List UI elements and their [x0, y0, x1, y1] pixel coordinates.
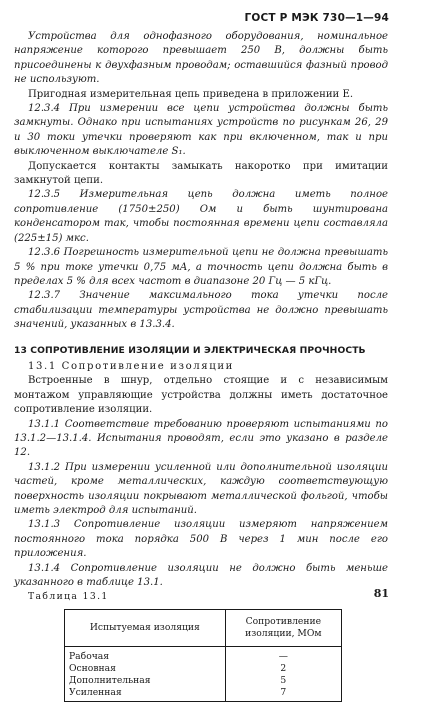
paragraph: Допускается контакты замыкать накоротко при имитации замкнутой цепи. [14, 160, 388, 187]
table-cell: — [225, 646, 341, 663]
table-row [65, 646, 342, 663]
paragraph: 12.3.6 Погрешность измерительной цепи не должна превышать 5 % при токе утечки 0,75 мА, а точность цепи должна быть в пределах 5 % для всех частот в диапазоне 20 Гц — 5 кГц. [14, 247, 388, 287]
table-row [65, 687, 342, 702]
table-row [65, 663, 342, 675]
paragraph: Встроенные в шнур, отдельно стоящие и с независимым монтажом управляющие устройства должны иметь достаточное сопротивление изоляции. [14, 375, 388, 416]
table-cell: Дополнительная [65, 675, 226, 687]
section-heading: 13 СОПРОТИВЛЕНИЕ ИЗОЛЯЦИИ И ЭЛЕКТРИЧЕСКАЯ ПРОЧНОСТЬ [14, 344, 366, 356]
paragraph: 13.1.2 При измерении усиленной или дополнительной изоляции частей, кроме металлических, каждую соответствующую поверхность изоляции покрывают металлической фольгой, чтобы иметь электрод для испытаний. [14, 461, 388, 516]
paragraph: 13.1.3 Сопротивление изоляции измеряют напряжением постоянного тока порядка 500 В через 1 мин после его приложения. [14, 519, 388, 560]
table-cell: 5 [225, 675, 341, 687]
table-row [65, 675, 342, 687]
page-header: ГОСТ Р МЭК 730—1—94 [244, 12, 389, 24]
table-cell: Рабочая [65, 646, 226, 663]
paragraph: 13.1.4 Сопротивление изоляции не должно быть меньше указанного в таблице 13.1. [14, 562, 388, 589]
table-cell: Усиленная [65, 687, 226, 702]
page-content [14, 30, 388, 702]
paragraph: 13.1.1 Соответствие требованию проверяют испытаниями по 13.1.2—13.1.4. Испытания проводят, если это указано в разделе 12. [14, 418, 388, 459]
table-cell: Основная [65, 663, 226, 675]
column-header: Испытуемая изоляция [65, 609, 226, 646]
page-number: 81 [373, 587, 389, 600]
paragraph: 12.3.5 Измерительная цепь должна иметь полное сопротивление (1750±250) Ом и быть шунтирована конденсатором так, чтобы постоянная времени цепи составляла (225±15) мкс. [14, 189, 388, 244]
table-header-row [65, 609, 342, 646]
subsection-heading: 13.1 Сопротивление изоляции [28, 360, 235, 372]
paragraph: Пригодная измерительная цепь приведена в приложении Е. [28, 88, 354, 100]
table-cell: 2 [225, 663, 341, 675]
table-caption: Таблица 13.1 [28, 591, 109, 603]
insulation-table [64, 609, 342, 702]
table-cell: 7 [225, 687, 341, 702]
paragraph: 12.3.7 Значение максимального тока утечки после стабилизации температуры устройства не должно превышать значений, указанных в 13.3.4. [14, 290, 388, 331]
paragraph: Устройства для однофазного оборудования, номинальное напряжение которого превышает 250 В, должны быть присоединены к двухфазным проводам; оставшийся фазный провод не используют. [14, 31, 388, 86]
paragraph: 12.3.4 При измерении все цепи устройства должны быть замкнуты. Однако при испытаниях устройств по рисункам 26, 29 и 30 токи утечки проверяют как при включенном, так и при выключенном выключателе S₁. [14, 103, 388, 158]
column-header: Сопротивление изоляции, МОм [225, 609, 341, 646]
